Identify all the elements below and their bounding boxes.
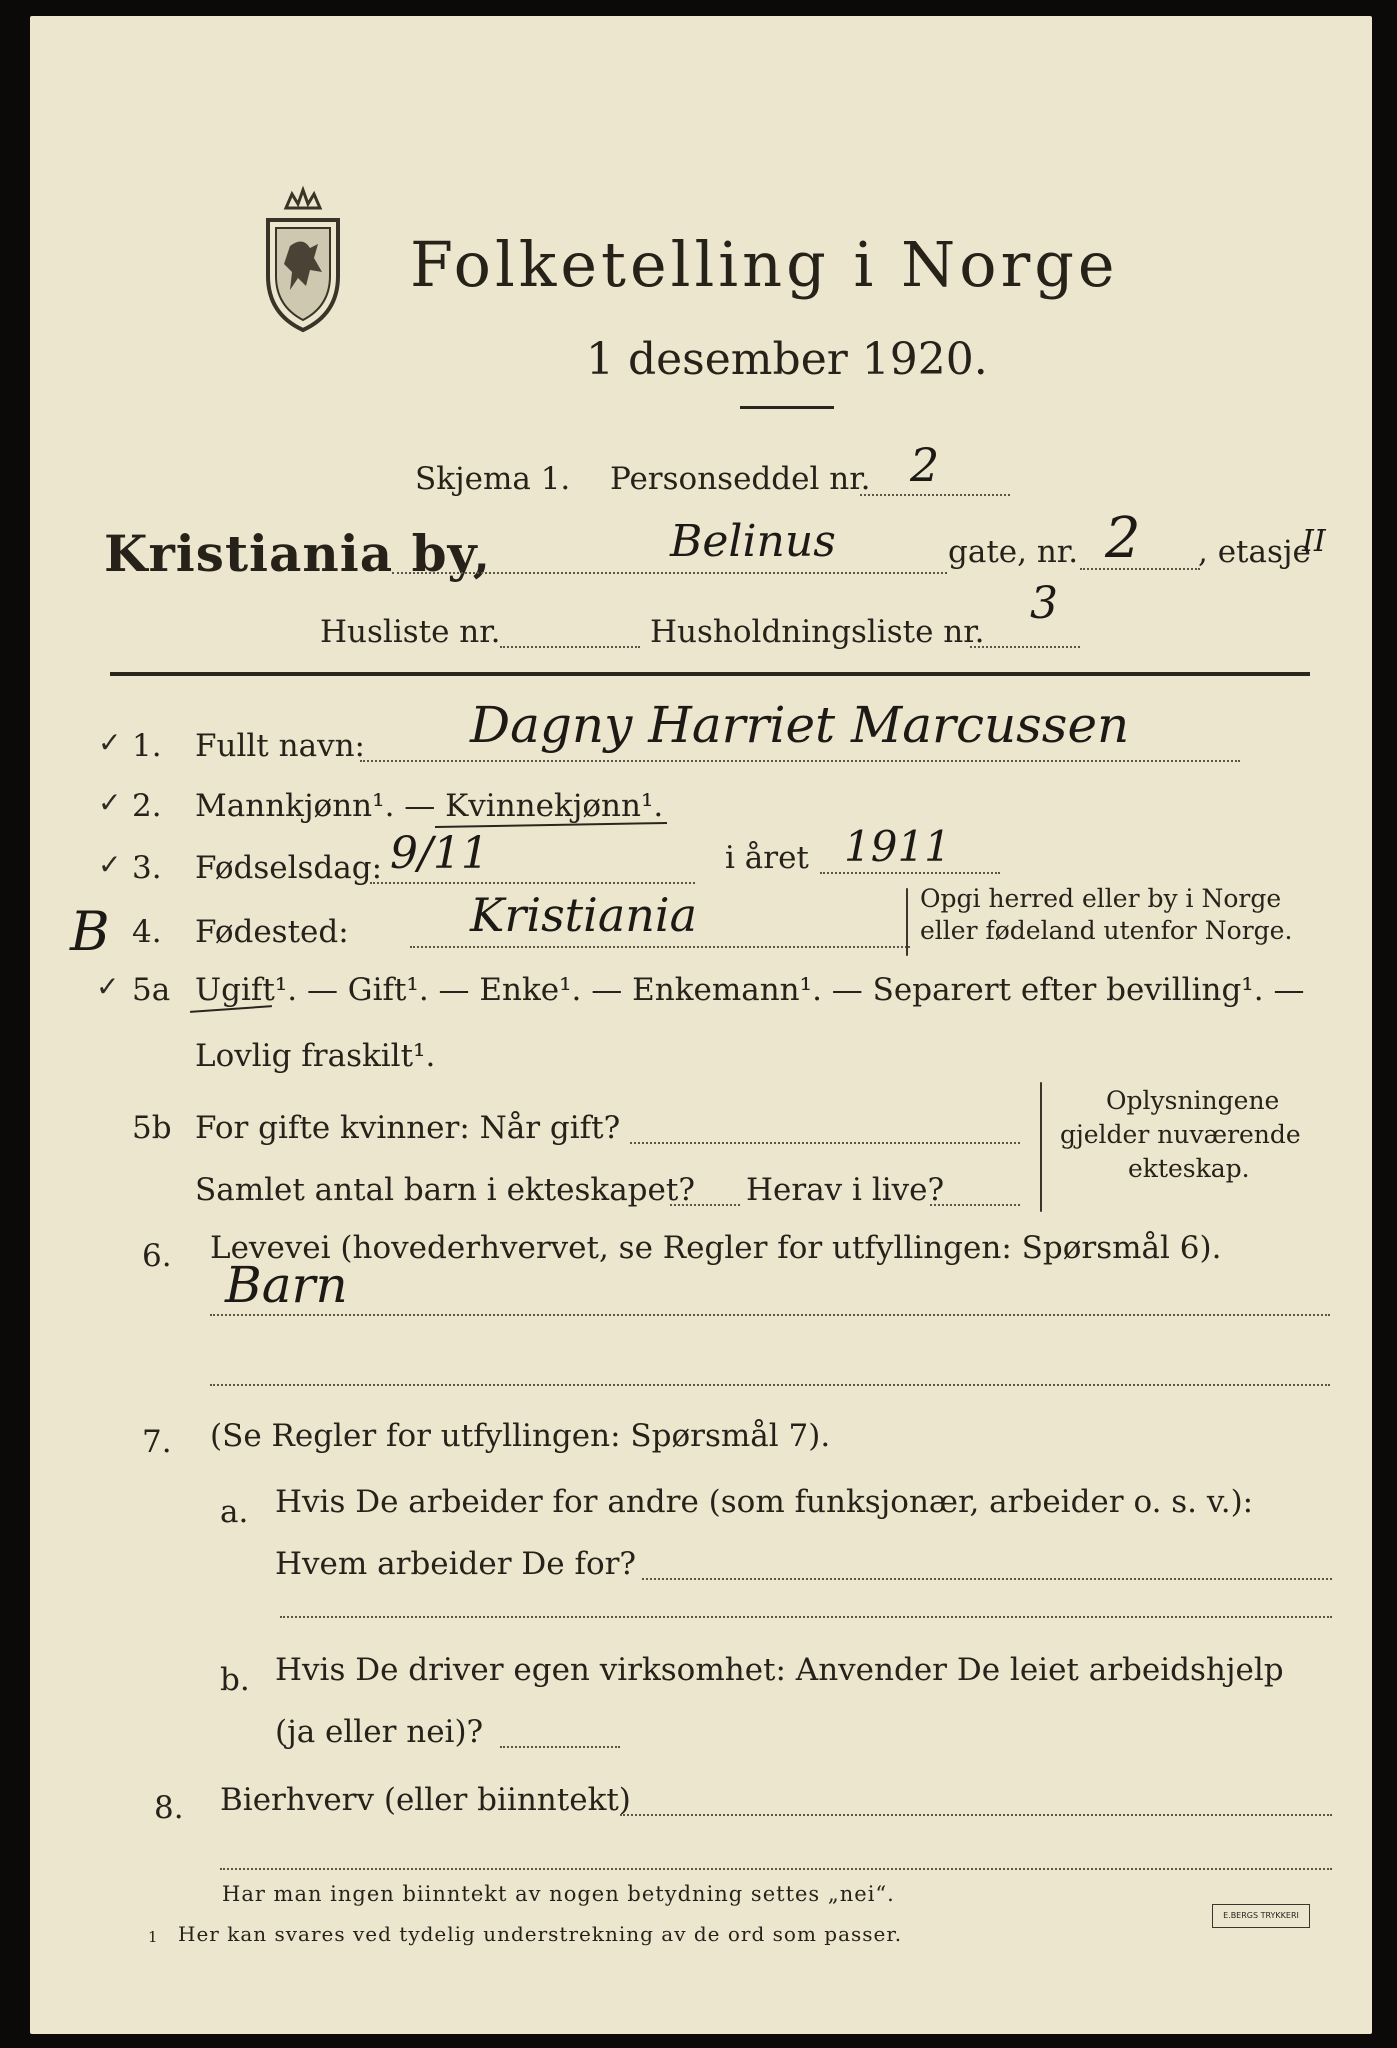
employer-line-2	[280, 1616, 1332, 1618]
printer-stamp: E.BERGS TRYKKERI	[1212, 1904, 1310, 1928]
husholdning-value[interactable]: 3	[1030, 578, 1058, 629]
married-when-line	[630, 1142, 1020, 1144]
full-name-value[interactable]: Dagny Harriet Marcussen	[470, 696, 1130, 754]
q4-number: 4.	[132, 914, 162, 950]
census-date: 1 desember 1920.	[586, 334, 988, 385]
gate-nr-value[interactable]: 2	[1105, 506, 1141, 571]
q4-label: Fødested:	[195, 914, 349, 950]
hired-help-line	[500, 1746, 620, 1748]
q5b-children-label: Samlet antal barn i ekteskapet?	[195, 1172, 695, 1208]
q5a-number: 5a	[132, 972, 171, 1008]
marital-options-cont: Lovlig fraskilt¹.	[195, 1038, 436, 1074]
q5a-check-mark: ✓	[96, 970, 120, 1003]
children-line	[670, 1204, 740, 1206]
husholdning-label: Husholdningsliste nr.	[650, 614, 985, 650]
side-income-line-2	[220, 1868, 1332, 1870]
footnote-number: 1	[148, 1928, 158, 1946]
section-rule	[110, 672, 1310, 676]
year-line	[820, 872, 1000, 874]
q5b-alive-label: Herav i live?	[746, 1172, 945, 1208]
city-label: Kristiania by,	[104, 524, 492, 583]
husliste-line	[500, 646, 640, 648]
etasje-value[interactable]: II	[1302, 524, 1326, 559]
birthday-value[interactable]: 9/11	[390, 828, 489, 879]
q2-number: 2.	[132, 788, 162, 824]
q7b-line1: Hvis De driver egen virksomhet: Anvender De leiet arbeidshjelp	[275, 1652, 1284, 1688]
street-line	[392, 572, 947, 574]
q5b-line1: For gifte kvinner: Når gift?	[195, 1110, 621, 1146]
q1-check-mark: ✓	[98, 726, 122, 759]
q6-label: Levevei (hovederhvervet, se Regler for utfyllingen: Spørsmål 6).	[210, 1230, 1222, 1266]
personseddel-label: Personseddel nr.	[610, 461, 871, 497]
q4-note-line2: eller fødeland utenfor Norge.	[920, 916, 1293, 945]
q3-check-mark: ✓	[98, 848, 122, 881]
q7b-letter: b.	[220, 1662, 250, 1698]
form-title: Folketelling i Norge	[410, 228, 1119, 301]
census-form-page	[30, 16, 1372, 2034]
q1-number: 1.	[132, 728, 162, 764]
title-rule	[740, 406, 834, 409]
personseddel-value[interactable]: 2	[910, 438, 940, 492]
footnote-text: Her kan svares ved tydelig understrekning av de ord som passer.	[178, 1922, 903, 1946]
birthplace-line	[410, 946, 910, 948]
q3-number: 3.	[132, 850, 162, 886]
q5b-note-line3: ekteskap.	[1128, 1154, 1250, 1183]
margin-mark-b: B	[70, 900, 110, 963]
norwegian-coat-of-arms-icon	[248, 186, 358, 336]
side-income-line	[620, 1814, 1332, 1816]
q5b-number: 5b	[132, 1110, 172, 1146]
q7b-line2: (ja eller nei)?	[275, 1714, 484, 1750]
q1-line	[360, 760, 1240, 762]
q7-number: 7.	[142, 1424, 172, 1460]
birthday-line	[370, 882, 695, 884]
occupation-value[interactable]: Barn	[225, 1256, 348, 1314]
year-label: i året	[725, 840, 809, 876]
q7a-letter: a.	[220, 1494, 249, 1530]
q5b-note-line2: gjelder nuværende	[1060, 1120, 1301, 1149]
personseddel-line	[860, 494, 1010, 496]
alive-line	[930, 1204, 1020, 1206]
q6-number: 6.	[142, 1238, 172, 1274]
occupation-line	[210, 1314, 1330, 1316]
footer-note: Har man ingen biinntekt av nogen betydning settes „nei“.	[222, 1882, 895, 1906]
marital-options: Ugift¹. — Gift¹. — Enke¹. — Enkemann¹. — Separert efter bevilling¹. —	[195, 972, 1305, 1008]
etasje-label: , etasje	[1198, 534, 1311, 570]
q8-number: 8.	[154, 1790, 184, 1826]
street-value[interactable]: Belinus	[670, 516, 836, 567]
gender-options: Mannkjønn¹. — Kvinnekjønn¹.	[195, 788, 664, 824]
occupation-line-2	[210, 1384, 1330, 1386]
q8-label: Bierhverv (eller biinntekt)	[220, 1782, 631, 1818]
gate-label: gate, nr.	[948, 534, 1079, 570]
husliste-label: Husliste nr.	[320, 614, 501, 650]
employer-line	[642, 1578, 1332, 1580]
q5b-note-line1: Oplysningene	[1106, 1086, 1280, 1115]
skjema-label: Skjema 1.	[415, 461, 571, 497]
q4-note-line1: Opgi herred eller by i Norge	[920, 884, 1282, 913]
q2-check-mark: ✓	[98, 786, 122, 819]
q5b-note-brace	[1040, 1082, 1042, 1212]
q1-label: Fullt navn:	[195, 728, 365, 764]
birth-year-value[interactable]: 1911	[844, 822, 951, 871]
birthplace-value[interactable]: Kristiania	[470, 888, 698, 942]
q3-label: Fødselsdag:	[195, 850, 383, 886]
q7a-line2: Hvem arbeider De for?	[275, 1546, 637, 1582]
q7a-line1: Hvis De arbeider for andre (som funksjonær, arbeider o. s. v.):	[275, 1484, 1254, 1520]
husholdning-line	[970, 646, 1080, 648]
q4-note-brace	[906, 888, 908, 956]
q7-label: (Se Regler for utfyllingen: Spørsmål 7).	[210, 1418, 831, 1454]
